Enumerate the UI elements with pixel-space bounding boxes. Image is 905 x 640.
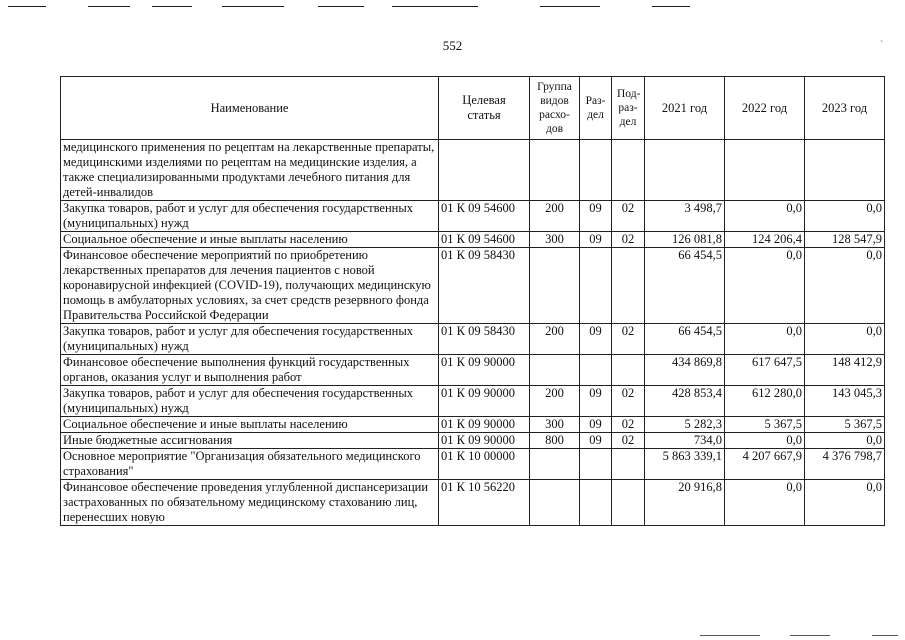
scan-rule	[88, 6, 130, 7]
cell-name: Закупка товаров, работ и услуг для обеспечения государственных (муниципальных) нужд	[61, 201, 439, 232]
cell-2023: 0,0	[805, 433, 885, 449]
cell-code: 01 К 09 58430	[439, 248, 530, 324]
cell-code: 01 К 09 90000	[439, 355, 530, 386]
table-row	[61, 140, 885, 201]
cell-section	[580, 248, 612, 324]
cell-section	[580, 449, 612, 480]
cell-2022: 0,0	[725, 480, 805, 526]
cell-2023: 0,0	[805, 248, 885, 324]
cell-code	[439, 140, 530, 201]
cell-2021	[645, 140, 725, 201]
table-row	[61, 386, 885, 417]
cell-name: Закупка товаров, работ и услуг для обеспечения государственных (муниципальных) нужд	[61, 386, 439, 417]
cell-code: 01 К 10 56220	[439, 480, 530, 526]
cell-subsection	[612, 449, 645, 480]
table-row	[61, 232, 885, 248]
cell-2023: 143 045,3	[805, 386, 885, 417]
cell-2021: 126 081,8	[645, 232, 725, 248]
cell-2023: 128 547,9	[805, 232, 885, 248]
cell-2022	[725, 140, 805, 201]
cell-section: 09	[580, 232, 612, 248]
cell-group: 200	[530, 201, 580, 232]
cell-code: 01 К 09 54600	[439, 201, 530, 232]
cell-2022: 0,0	[725, 433, 805, 449]
cell-2022: 5 367,5	[725, 417, 805, 433]
cell-2021: 428 853,4	[645, 386, 725, 417]
cell-group	[530, 248, 580, 324]
cell-group	[530, 355, 580, 386]
table-row	[61, 355, 885, 386]
cell-2022: 0,0	[725, 248, 805, 324]
table-row	[61, 324, 885, 355]
cell-name: Финансовое обеспечение мероприятий по приобретению лекарственных препаратов для лечения пациентов с новой коронавирусной инфекцией (COVID-19), получающих медицинскую помощь в амбулаторных условиях, за счет средств резервного фонда Правительства Российской Федерации	[61, 248, 439, 324]
scan-rule	[872, 635, 898, 636]
cell-name: Социальное обеспечение и иные выплаты населению	[61, 417, 439, 433]
cell-section: 09	[580, 433, 612, 449]
cell-section: 09	[580, 417, 612, 433]
cell-2021: 734,0	[645, 433, 725, 449]
cell-subsection: 02	[612, 417, 645, 433]
cell-2023: 5 367,5	[805, 417, 885, 433]
cell-group: 200	[530, 386, 580, 417]
cell-2021: 3 498,7	[645, 201, 725, 232]
table-row	[61, 201, 885, 232]
cell-section: 09	[580, 386, 612, 417]
cell-name: медицинского применения по рецептам на лекарственные препараты, медицинскими изделиями по рецептам на медицинские изделия, а также специализированными продуктами лечебного питания для детей-инвалидов	[61, 140, 439, 201]
scan-rule	[318, 6, 364, 7]
cell-group	[530, 140, 580, 201]
cell-group: 800	[530, 433, 580, 449]
cell-2022: 4 207 667,9	[725, 449, 805, 480]
cell-name: Финансовое обеспечение проведения углубленной диспансеризации застрахованных по обязательному медицинскому стахованию лиц, перенесших новую	[61, 480, 439, 526]
cell-2023: 0,0	[805, 324, 885, 355]
table-row	[61, 417, 885, 433]
header-group: Группа видов расхо-дов	[530, 77, 580, 140]
cell-code: 01 К 09 58430	[439, 324, 530, 355]
table-row	[61, 433, 885, 449]
cell-2021: 66 454,5	[645, 324, 725, 355]
scan-rule	[790, 635, 830, 636]
cell-subsection: 02	[612, 232, 645, 248]
scan-rule	[152, 6, 192, 7]
table-row	[61, 449, 885, 480]
cell-subsection: 02	[612, 324, 645, 355]
cell-2022: 617 647,5	[725, 355, 805, 386]
cell-section: 09	[580, 201, 612, 232]
cell-2023	[805, 140, 885, 201]
cell-group	[530, 480, 580, 526]
scan-rule	[222, 6, 284, 7]
cell-subsection	[612, 480, 645, 526]
scan-mark: `	[880, 40, 884, 51]
cell-group: 200	[530, 324, 580, 355]
header-subsection: Под-раз-дел	[612, 77, 645, 140]
budget-table	[60, 76, 885, 526]
header-name: Наименование	[61, 77, 439, 140]
cell-subsection: 02	[612, 201, 645, 232]
cell-subsection	[612, 355, 645, 386]
cell-group: 300	[530, 417, 580, 433]
scan-rule	[392, 6, 478, 7]
cell-2021: 434 869,8	[645, 355, 725, 386]
cell-subsection	[612, 248, 645, 324]
cell-2023: 0,0	[805, 201, 885, 232]
cell-section	[580, 355, 612, 386]
cell-2022: 124 206,4	[725, 232, 805, 248]
cell-2021: 5 282,3	[645, 417, 725, 433]
scan-rule	[540, 6, 600, 7]
cell-group: 300	[530, 232, 580, 248]
cell-name: Иные бюджетные ассигнования	[61, 433, 439, 449]
cell-2023: 0,0	[805, 480, 885, 526]
cell-subsection: 02	[612, 386, 645, 417]
cell-group	[530, 449, 580, 480]
cell-2023: 148 412,9	[805, 355, 885, 386]
cell-name: Социальное обеспечение и иные выплаты населению	[61, 232, 439, 248]
header-2021: 2021 год	[645, 77, 725, 140]
cell-2022: 0,0	[725, 324, 805, 355]
cell-section	[580, 140, 612, 201]
cell-code: 01 К 09 90000	[439, 417, 530, 433]
cell-name: Основное мероприятие "Организация обязательного медицинского страхования"	[61, 449, 439, 480]
cell-2022: 0,0	[725, 201, 805, 232]
cell-code: 01 К 09 54600	[439, 232, 530, 248]
page-number: 552	[442, 38, 463, 53]
cell-subsection	[612, 140, 645, 201]
header-2023: 2023 год	[805, 77, 885, 140]
cell-2021: 66 454,5	[645, 248, 725, 324]
scan-rule	[700, 635, 760, 636]
table-row	[61, 248, 885, 324]
cell-code: 01 К 09 90000	[439, 433, 530, 449]
header-2022: 2022 год	[725, 77, 805, 140]
cell-name: Закупка товаров, работ и услуг для обеспечения государственных (муниципальных) нужд	[61, 324, 439, 355]
cell-section	[580, 480, 612, 526]
cell-2023: 4 376 798,7	[805, 449, 885, 480]
cell-2021: 5 863 339,1	[645, 449, 725, 480]
table-header-row	[61, 77, 885, 140]
cell-2021: 20 916,8	[645, 480, 725, 526]
scan-rule	[652, 6, 690, 7]
cell-2022: 612 280,0	[725, 386, 805, 417]
scan-rule	[8, 6, 46, 7]
cell-code: 01 К 10 00000	[439, 449, 530, 480]
cell-name: Финансовое обеспечение выполнения функций государственных органов, оказания услуг и выполнения работ	[61, 355, 439, 386]
cell-section: 09	[580, 324, 612, 355]
cell-subsection: 02	[612, 433, 645, 449]
cell-code: 01 К 09 90000	[439, 386, 530, 417]
table-row	[61, 480, 885, 526]
header-target: Целевая статья	[439, 77, 530, 140]
header-section: Раз-дел	[580, 77, 612, 140]
